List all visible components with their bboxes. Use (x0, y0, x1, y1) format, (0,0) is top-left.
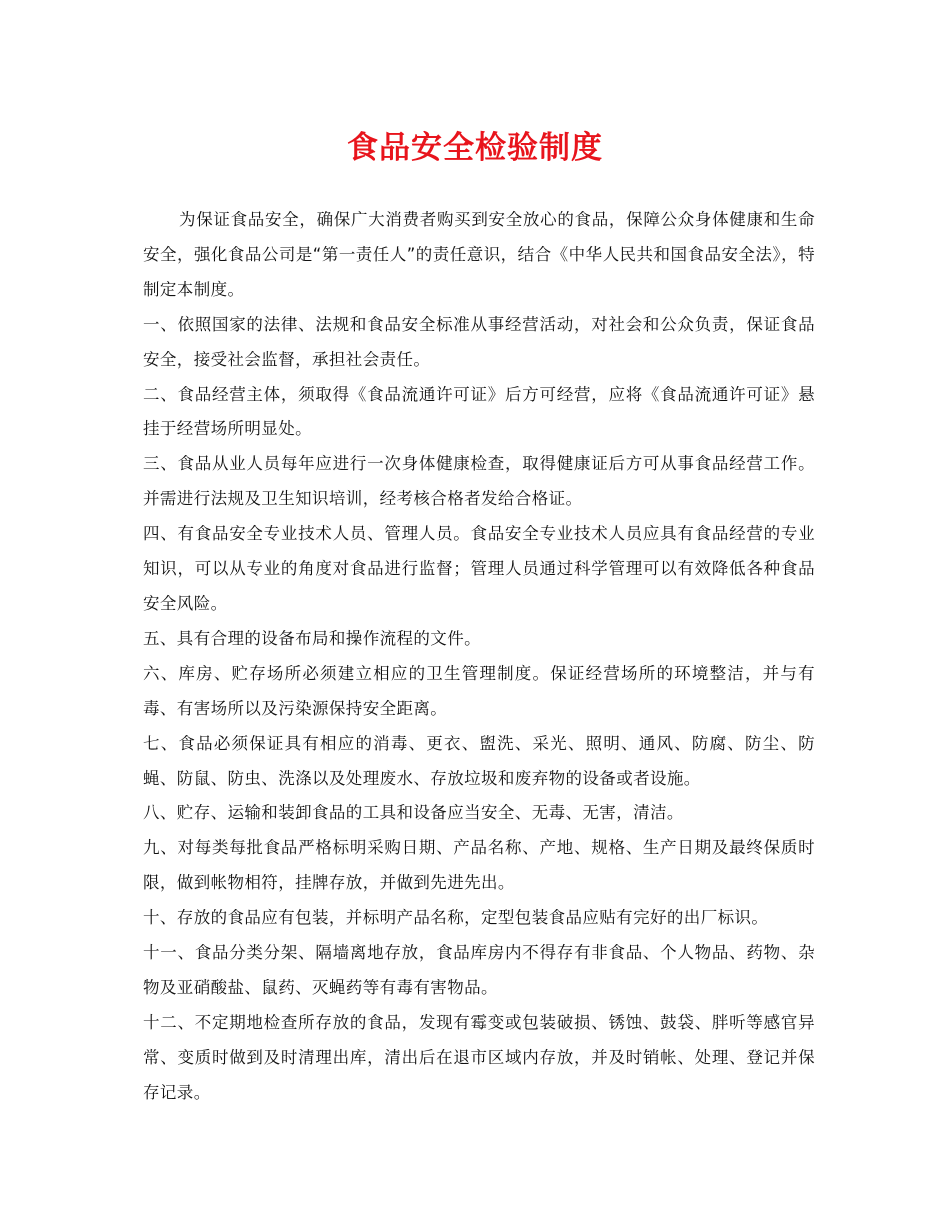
clause-11: 十一、食品分类分架、隔墙离地存放，食品库房内不得存有非食品、个人物品、药物、杂物及亚硝酸盐、鼠药、灭蝇药等有毒有害物品。 (143, 943, 815, 997)
intro-paragraph: 为保证食品安全，确保广大消费者购买到安全放心的食品，保障公众身体健康和生命安全，强化食品公司是“第一责任人”的责任意识，结合《中华人民共和国食品安全法》，特制定本制度。 (143, 210, 815, 299)
document-title: 食品安全检验制度 (347, 130, 603, 166)
clause-1: 一、依照国家的法律、法规和食品安全标准从事经营活动，对社会和公众负责，保证食品安全，接受社会监督，承担社会责任。 (143, 314, 815, 369)
clause-2: 二、食品经营主体，须取得《食品流通许可证》后方可经营，应将《食品流通许可证》悬挂于经营场所明显处。 (143, 384, 815, 439)
clause-10: 十、存放的食品应有包装，并标明产品名称，定型包装食品应贴有完好的出厂标识。 (143, 908, 769, 928)
clause-12: 十二、不定期地检查所存放的食品，发现有霉变或包装破损、锈蚀、鼓袋、胖听等感官异常、变质时做到及时清理出库，清出后在退市区域内存放，并及时销帐、处理、登记并保存记录。 (143, 1012, 815, 1102)
clause-8: 八、贮存、运输和装卸食品的工具和设备应当安全、无毒、无害，清洁。 (143, 803, 684, 823)
clause-6: 六、库房、贮存场所必须建立相应的卫生管理制度。保证经营场所的环境整洁，并与有毒、有害场所以及污染源保持安全距离。 (143, 663, 815, 718)
clause-7: 七、食品必须保证具有相应的消毒、更衣、盥洗、采光、照明、通风、防腐、防尘、防蝇、防鼠、防虫、洗涤以及处理废水、存放垃圾和废弃物的设备或者设施。 (143, 733, 815, 788)
clause-3: 三、食品从业人员每年应进行一次身体健康检查，取得健康证后方可从事食品经营工作。并需进行法规及卫生知识培训，经考核合格者发给合格证。 (143, 454, 815, 509)
clause-9: 九、对每类每批食品严格标明采购日期、产品名称、产地、规格、生产日期及最终保质时限，做到帐物相符，挂牌存放，并做到先进先出。 (143, 838, 815, 893)
clause-4: 四、有食品安全专业技术人员、管理人员。食品安全专业技术人员应具有食品经营的专业知识，可以从专业的角度对食品进行监督；管理人员通过科学管理可以有效降低各种食品安全风险。 (143, 524, 815, 613)
document-body (143, 203, 815, 1111)
clause-5: 五、具有合理的设备布局和操作流程的文件。 (143, 628, 481, 648)
